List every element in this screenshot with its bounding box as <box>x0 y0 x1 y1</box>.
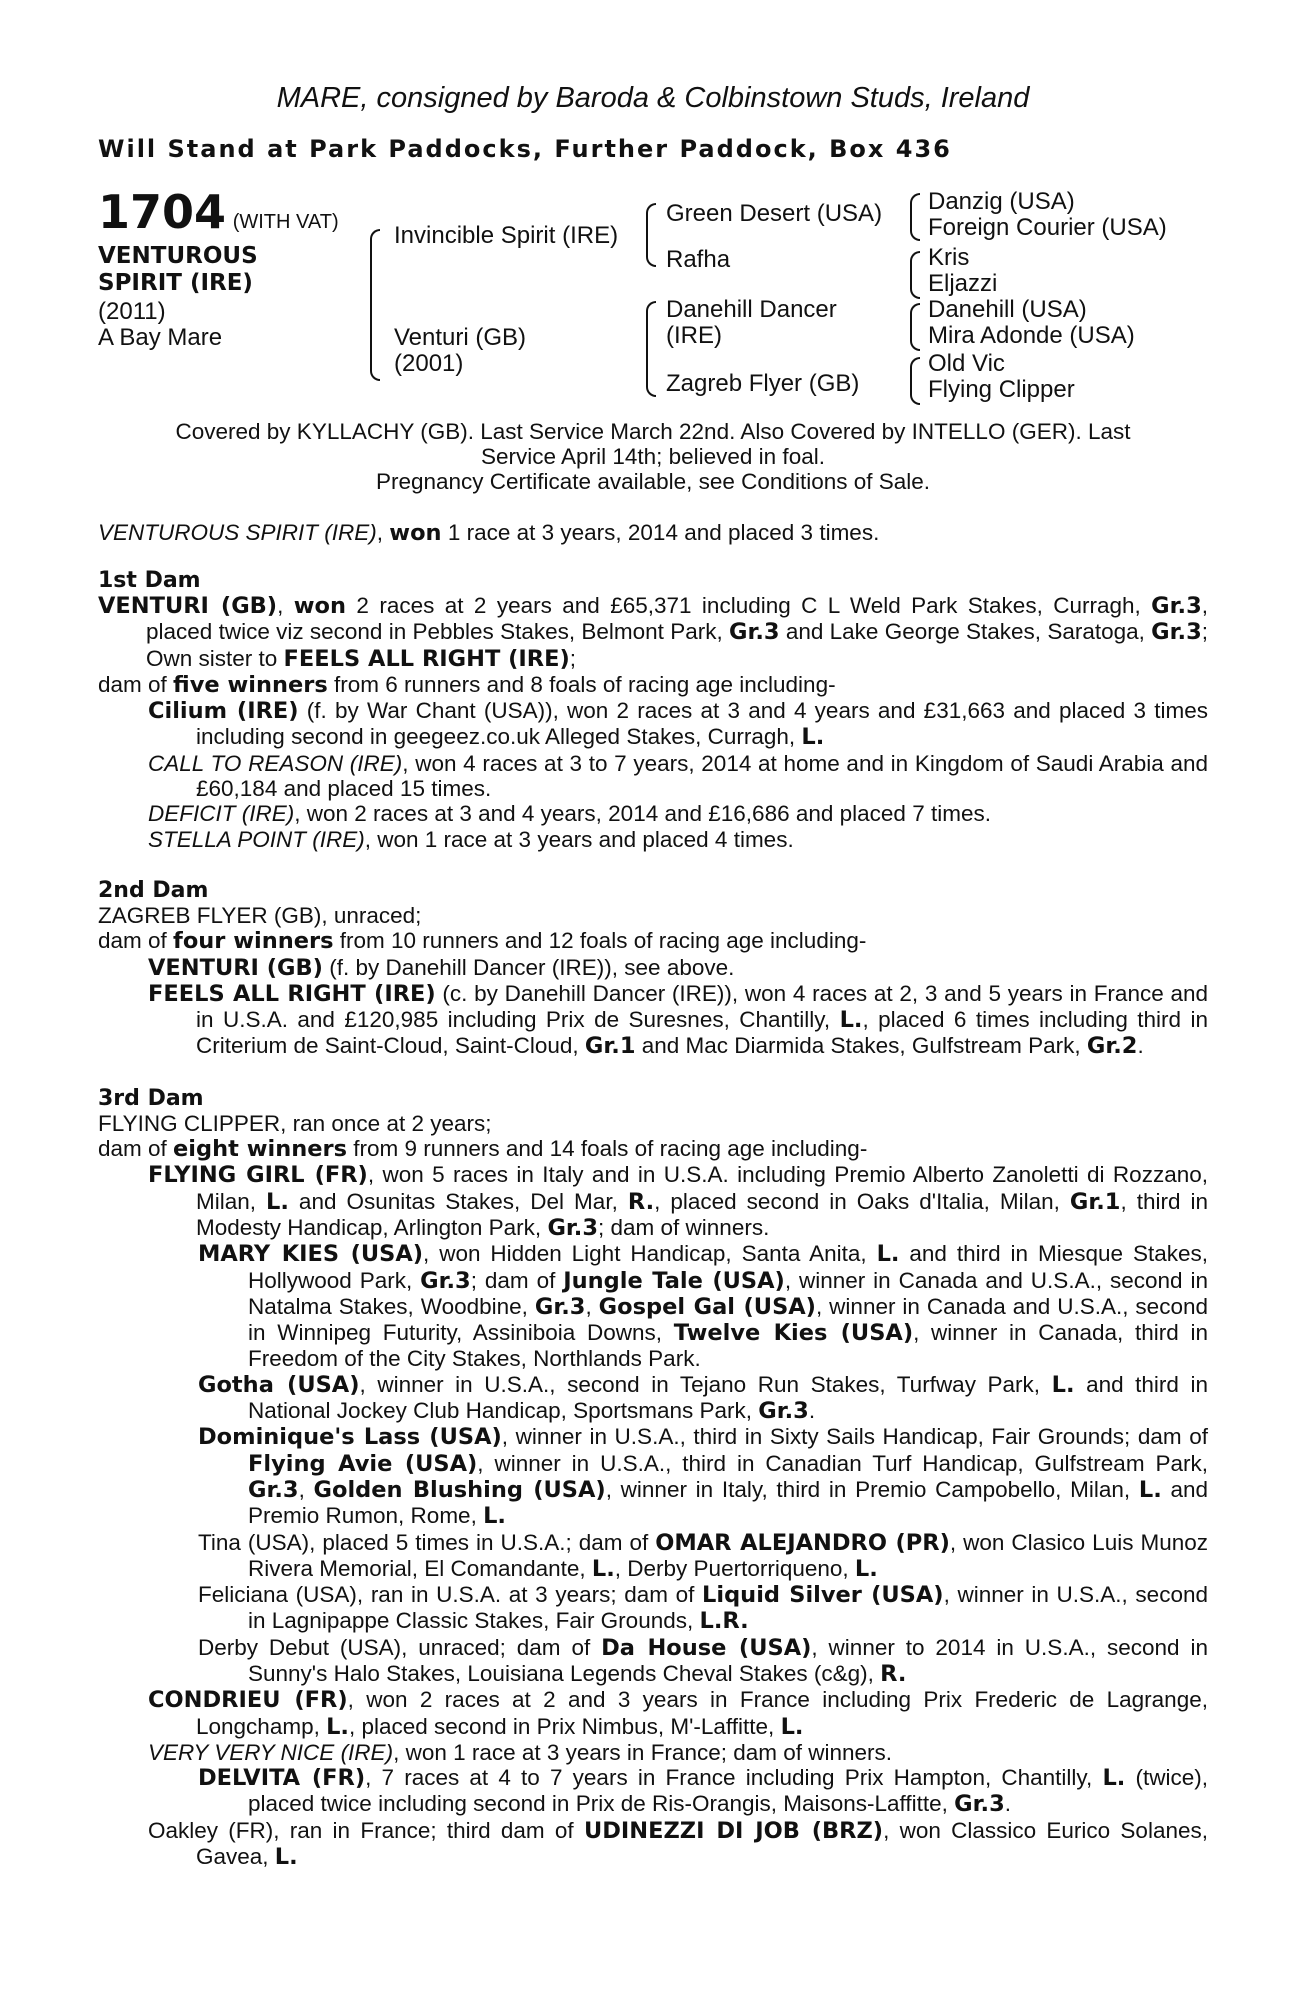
horse-name-2: SPIRIT (IRE) <box>98 270 253 296</box>
dam: Venturi (GB) <box>394 324 527 351</box>
produce-condrieu: CONDRIEU (FR), won 2 races at 2 and 3 years in France including Prix Frederic de Lagrange, Longchamp, L., placed second in Prix Nimbus, M'-Laffitte, L. <box>148 1687 1208 1740</box>
third-dam-produce: dam of eight winners from 9 runners and 14 foals of racing age including- <box>98 1136 868 1163</box>
produce-very-very-nice: VERY VERY NICE (IRE), won 1 race at 3 years in France; dam of winners. <box>148 1739 893 1765</box>
horse-year: (2011) <box>98 298 166 325</box>
produce-oakley: Oakley (FR), ran in France; third dam of UDINEZZI DI JOB (BRZ), won Classico Eurico Solanes, Gavea, L. <box>148 1817 1208 1871</box>
gg-bracket-1 <box>910 193 920 241</box>
produce-dominiques-lass: Dominique's Lass (USA), winner in U.S.A., third in Sixty Sails Handicap, Fair Grounds; dam of Flying Avie (USA), winner in U.S.A., third in Canadian Turf Handicap, Gulfstream Park, Gr.3, Golden Blushing (USA), winner in Italy, third in Premio Campobello, Milan, L. and Premio Rumon, Rome, L. <box>198 1424 1208 1530</box>
second-dam-produce: dam of four winners from 10 runners and 12 foals of racing age including- <box>98 928 867 955</box>
covered-line-3: Pregnancy Certificate available, see Conditions of Sale. <box>375 469 931 494</box>
vat-label: (WITH VAT) <box>232 211 339 233</box>
covered-line-2: Service April 14th; believed in foal. <box>481 444 825 469</box>
produce-tina: Tina (USA), placed 5 times in U.S.A.; dam of OMAR ALEJANDRO (PR), won Clasico Luis Munoz Rivera Memorial, El Comandante, L., Derby Puertorriqueno, L. <box>198 1529 1208 1582</box>
great-grandparent-5: Danehill (USA) <box>928 296 1087 323</box>
sire: Invincible Spirit (IRE) <box>394 222 619 249</box>
sire-parents-bracket <box>646 203 656 267</box>
gg-bracket-3 <box>910 303 920 351</box>
dam-year: (2001) <box>394 350 464 377</box>
dam-sire: Danehill Dancer <box>666 296 837 323</box>
produce-derby-debut: Derby Debut (USA), unraced; dam of Da House (USA), winner to 2014 in U.S.A., second in Sunny's Halo Stakes, Louisiana Legends Cheval Stakes (c&g), R. <box>198 1634 1208 1687</box>
first-dam-heading: 1st Dam <box>98 568 201 593</box>
produce-mary-kies: MARY KIES (USA), won Hidden Light Handicap, Santa Anita, L. and third in Miesque Stakes, Hollywood Park, Gr.3; dam of Jungle Tale (USA), winner in Canada and U.S.A., second in Natalma Stakes, Woodbine, Gr.3, Gospel Gal (USA), winner in Canada and U.S.A., second in Winnipeg Futurity, Assiniboia Downs, Twelve Kies (USA), winner in Canada, third in Freedom of the City Stakes, Northlands Park. <box>198 1241 1208 1372</box>
first-dam-intro: VENTURI (GB), won 2 races at 2 years and £65,371 including C L Weld Park Stakes, Curragh, Gr.3, placed twice viz second in Pebbles Stakes, Belmont Park, Gr.3 and Lake George Stakes, Saratoga, Gr.3; Own sister to FEELS ALL RIGHT (IRE); <box>98 593 1208 672</box>
sire-sire: Green Desert (USA) <box>666 200 883 227</box>
great-grandparent-8: Flying Clipper <box>928 376 1075 403</box>
covered-line-1: Covered by KYLLACHY (GB). Last Service March 22nd. Also Covered by INTELLO (GER). Last <box>175 419 1131 444</box>
third-dam-heading: 3rd Dam <box>98 1085 204 1111</box>
sire-dam: Rafha <box>666 246 731 273</box>
great-grandparent-1: Danzig (USA) <box>928 188 1075 215</box>
second-dam-intro: ZAGREB FLYER (GB), unraced; <box>98 902 422 928</box>
produce-deficit: DEFICIT (IRE), won 2 races at 3 and 4 years, 2014 and £16,686 and placed 7 times. <box>148 801 991 827</box>
summary-text: 1 race at 3 years, 2014 and placed 3 times. <box>441 520 880 545</box>
produce-flying-girl: FLYING GIRL (FR), won 5 races in Italy and in U.S.A. including Premio Alberto Zanoletti di Rozzano, Milan, L. and Osunitas Stakes, Del Mar, R., placed second in Oaks d'Italia, Milan, Gr.1, third in Modesty Handicap, Arlington Park, Gr.3; dam of winners. <box>148 1162 1208 1241</box>
great-grandparent-3: Kris <box>928 244 970 271</box>
horse-name-1: VENTUROUS <box>98 243 258 269</box>
stand-location: Will Stand at Park Paddocks, Further Paddock, Box 436 <box>98 135 952 163</box>
summary-horse: VENTUROUS SPIRIT (IRE) <box>98 520 377 545</box>
third-dam-intro: FLYING CLIPPER, ran once at 2 years; <box>98 1110 492 1136</box>
produce-call-to-reason: CALL TO REASON (IRE), won 4 races at 3 to 7 years, 2014 at home and in Kingdom of Saudi Arabia and £60,184 and placed 15 times. <box>148 750 1209 802</box>
first-dam-produce: dam of five winners from 6 runners and 8 foals of racing age including- <box>98 671 836 698</box>
pedigree-block <box>98 185 1208 419</box>
lot-number: 1704 <box>98 185 227 239</box>
great-grandparent-2: Foreign Courier (USA) <box>928 214 1167 241</box>
produce-venturi: VENTURI (GB) (f. by Danehill Dancer (IRE)), see above. <box>148 954 735 981</box>
dam-dam: Zagreb Flyer (GB) <box>666 370 860 397</box>
second-dam-heading: 2nd Dam <box>98 877 209 903</box>
produce-cilium: Cilium (IRE) (f. by War Chant (USA)), won 2 races at 3 and 4 years and £31,663 and placed 3 times including second in geegeez.co.uk Alleged Stakes, Curragh, L. <box>148 698 1208 751</box>
produce-delvita: DELVITA (FR), 7 races at 4 to 7 years in France including Prix Hampton, Chantilly, L. (twice), placed twice including second in Prix de Ris-Orangis, Maisons-Laffitte, Gr.3. <box>198 1765 1209 1818</box>
dam-sire-2: (IRE) <box>666 322 722 349</box>
gg-bracket-2 <box>910 251 920 299</box>
lot-number-line <box>98 185 339 239</box>
produce-feels-all-right: FEELS ALL RIGHT (IRE) (c. by Danehill Dancer (IRE)), won 4 races at 2, 3 and 5 years in France and in U.S.A. and £120,985 including Prix de Suresnes, Chantilly, L., placed 6 times including third in Criterium de Saint-Cloud, Saint-Cloud, Gr.1 and Mac Diarmida Stakes, Gulfstream Park, Gr.2. <box>148 980 1208 1060</box>
produce-gotha: Gotha (USA), winner in U.S.A., second in Tejano Run Stakes, Turfway Park, L. and third in National Jockey Club Handicap, Sportsmans Park, Gr.3. <box>198 1371 1209 1425</box>
dam-parents-bracket <box>646 301 656 397</box>
parents-bracket <box>370 229 380 381</box>
horse-description: A Bay Mare <box>98 324 223 351</box>
summary-won: won <box>389 520 442 546</box>
catalogue-page <box>98 82 1208 1870</box>
great-grandparent-6: Mira Adonde (USA) <box>928 322 1135 349</box>
great-grandparent-4: Eljazzi <box>928 270 998 297</box>
great-grandparent-7: Old Vic <box>928 350 1005 377</box>
produce-feliciana: Feliciana (USA), ran in U.S.A. at 3 years; dam of Liquid Silver (USA), winner in U.S.A., second in Lagnipappe Classic Stakes, Fair Grounds, L.R. <box>198 1582 1208 1635</box>
gg-bracket-4 <box>910 357 920 405</box>
covered-note <box>98 419 1208 494</box>
consignor-line: MARE, consigned by Baroda & Colbinstown Studs, Ireland <box>276 82 1030 114</box>
produce-stella-point: STELLA POINT (IRE), won 1 race at 3 years and placed 4 times. <box>148 826 794 852</box>
race-summary: VENTUROUS SPIRIT (IRE), won 1 race at 3 years, 2014 and placed 3 times. <box>98 520 880 546</box>
